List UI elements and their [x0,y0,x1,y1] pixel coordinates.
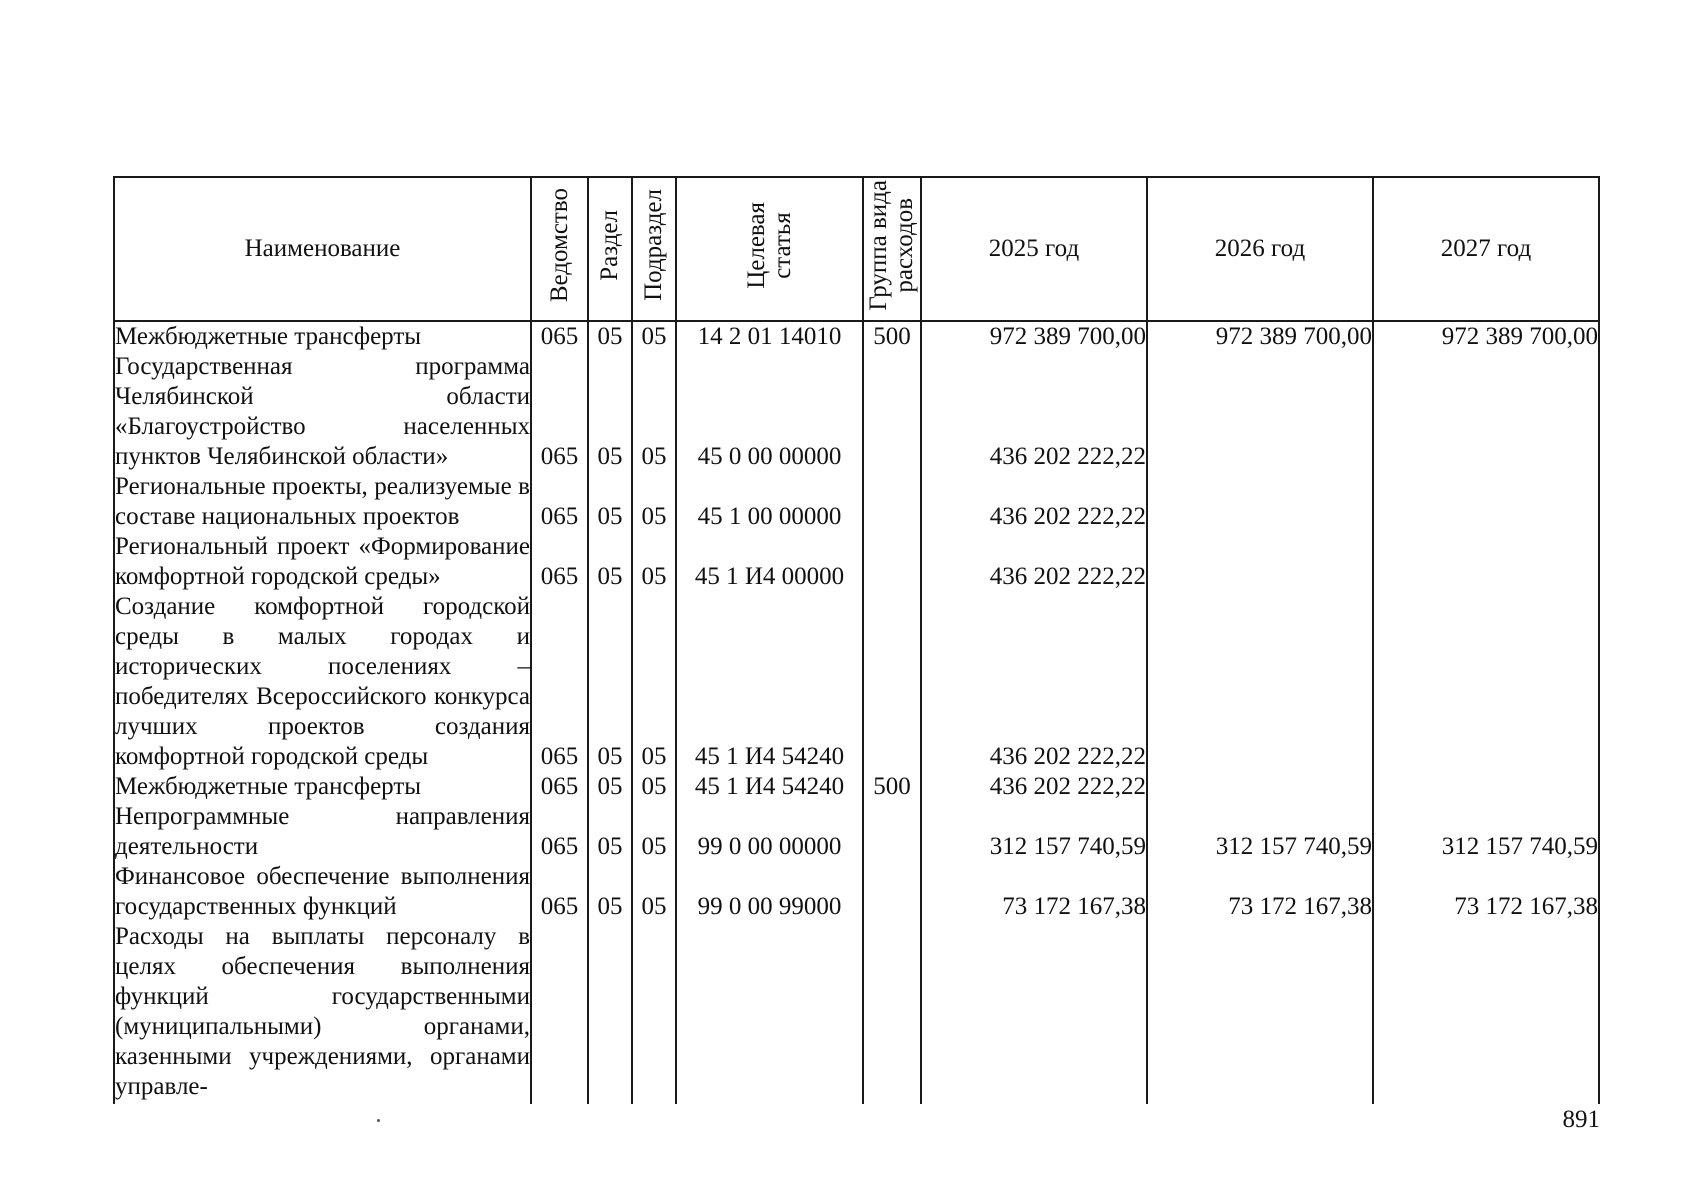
row-2026 [1147,772,1373,802]
row-podrazdel: 05 [632,592,676,772]
row-gruppa [863,862,921,922]
scan-dot [377,1119,380,1122]
row-razdel: 05 [588,772,632,802]
row-2026: 73 172 167,38 [1147,862,1373,922]
row-2025: 436 202 222,22 [921,532,1147,592]
row-celevaya: 14 2 01 14010 [676,321,863,352]
budget-table-container [113,176,1600,1104]
header-razdel: Раздел [588,177,632,321]
row-2026: 312 157 740,59 [1147,802,1373,862]
row-2027: 972 389 700,00 [1373,321,1599,352]
header-celevaya: Целевая статья [676,177,863,321]
row-2026: 972 389 700,00 [1147,321,1373,352]
row-ved: 065 [531,862,588,922]
row-ved: 065 [531,352,588,472]
row-podrazdel: 05 [632,772,676,802]
row-name: Региональный проект «Формирование комфортной городской среды» [115,533,530,590]
row-razdel: 05 [588,532,632,592]
row-2027 [1373,532,1599,592]
row-2027 [1373,472,1599,532]
row-razdel [588,922,632,1104]
budget-table [113,176,1600,1104]
row-name: Расходы на выплаты персоналу в целях обеспечения выполнения функций государственными (муниципальными) органами, казенными учреждениями, органами управле- [114,922,531,1104]
row-razdel: 05 [588,472,632,532]
row-ved: 065 [531,321,588,352]
row-2027 [1373,592,1599,772]
header-podrazdel: Подраздел [632,177,676,321]
row-razdel: 05 [588,862,632,922]
row-2025: 436 202 222,22 [921,472,1147,532]
header-2025: 2025 год [921,177,1147,321]
row-gruppa [863,922,921,1104]
row-2025: 972 389 700,00 [921,321,1147,352]
row-2027 [1373,352,1599,472]
table-row [114,772,1599,802]
row-podrazdel: 05 [632,802,676,862]
row-ved: 065 [531,802,588,862]
row-2025: 436 202 222,22 [921,772,1147,802]
row-gruppa: 500 [863,321,921,352]
row-2026 [1147,922,1373,1104]
row-name: Создание комфортной городской среды в малых городах и исторических поселениях – победителях Всероссийского конкурса лучших проектов создания комфортной городской среды [115,593,530,770]
header-2026: 2026 год [1147,177,1373,321]
row-celevaya [676,922,863,1104]
row-podrazdel: 05 [632,862,676,922]
header-name: Наименование [114,177,531,321]
row-2025: 73 172 167,38 [921,862,1147,922]
table-header-row [114,177,1599,321]
row-name: Межбюджетные трансферты [114,772,531,802]
table-row [114,352,1599,472]
row-celevaya: 45 1 00 00000 [676,472,863,532]
row-gruppa: 500 [863,772,921,802]
row-gruppa [863,592,921,772]
row-2026 [1147,472,1373,532]
table-row [114,321,1599,352]
row-celevaya: 45 0 00 00000 [676,352,863,472]
row-2026 [1147,532,1373,592]
row-2027 [1373,772,1599,802]
row-razdel: 05 [588,592,632,772]
row-gruppa [863,352,921,472]
row-2027: 73 172 167,38 [1373,862,1599,922]
row-2026 [1147,352,1373,472]
header-2027: 2027 год [1373,177,1599,321]
row-razdel: 05 [588,321,632,352]
page-number: 891 [1562,1106,1600,1133]
row-2025: 312 157 740,59 [921,802,1147,862]
row-celevaya: 45 1 И4 54240 [676,772,863,802]
table-row [114,472,1599,532]
row-2025: 436 202 222,22 [921,352,1147,472]
table-row [114,592,1599,772]
row-ved: 065 [531,592,588,772]
row-2027 [1373,922,1599,1104]
row-celevaya: 45 1 И4 54240 [676,592,863,772]
row-name: Непрограммные направления деятельности [115,803,530,860]
row-name: Региональные проекты, реализуемые в составе национальных проектов [115,473,530,530]
row-podrazdel: 05 [632,532,676,592]
table-row [114,802,1599,862]
row-ved [531,922,588,1104]
row-razdel: 05 [588,352,632,472]
row-podrazdel: 05 [632,352,676,472]
row-ved: 065 [531,472,588,532]
row-gruppa [863,472,921,532]
row-gruppa [863,532,921,592]
row-2025: 436 202 222,22 [921,592,1147,772]
table-row [114,532,1599,592]
row-2027: 312 157 740,59 [1373,802,1599,862]
table-row [114,922,1599,1104]
row-razdel: 05 [588,802,632,862]
row-celevaya: 45 1 И4 00000 [676,532,863,592]
row-2025 [921,922,1147,1104]
row-podrazdel: 05 [632,472,676,532]
row-ved: 065 [531,772,588,802]
row-podrazdel [632,922,676,1104]
row-celevaya: 99 0 00 99000 [676,862,863,922]
row-podrazdel: 05 [632,321,676,352]
row-2026 [1147,592,1373,772]
row-name: Государственная программа Челябинской области «Благоустройство населенных пунктов Челябинской области» [115,353,530,470]
header-ved: Ведомство [531,177,588,321]
row-name: Межбюджетные трансферты [114,321,531,352]
row-ved: 065 [531,532,588,592]
header-gruppa: Группа вида расходов [863,177,921,321]
table-row [114,862,1599,922]
row-gruppa [863,802,921,862]
row-celevaya: 99 0 00 00000 [676,802,863,862]
row-name: Финансовое обеспечение выполнения государственных функций [115,863,530,920]
